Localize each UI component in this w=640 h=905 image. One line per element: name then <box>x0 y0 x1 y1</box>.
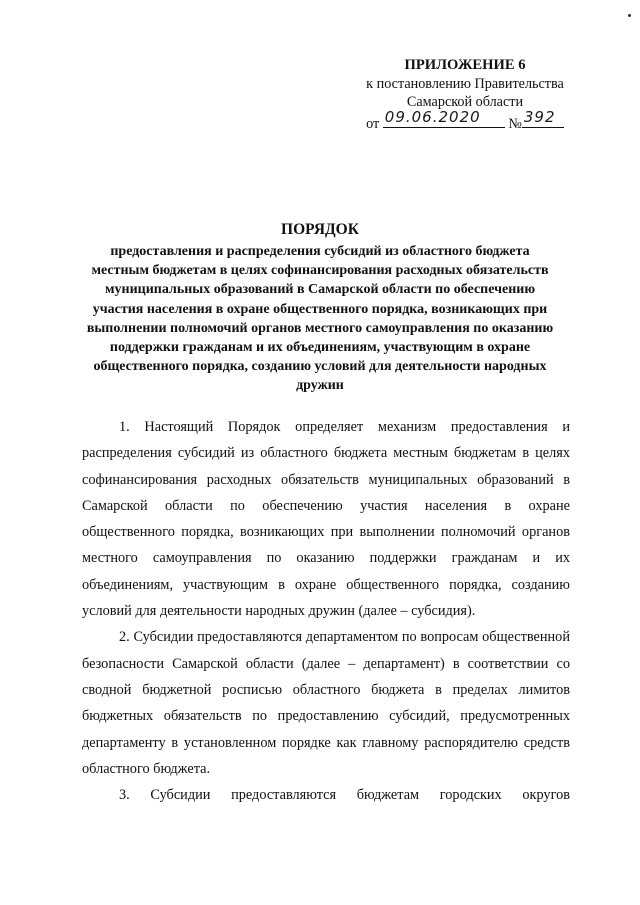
appendix-line-2: Самарской области <box>406 94 524 110</box>
date-prefix: от <box>366 115 380 132</box>
appendix-date-line <box>330 107 600 134</box>
document-title: ПОРЯДОК <box>281 221 359 238</box>
paragraph-2: 2. Субсидии предоставляются департаментом по вопросам общественной безопасности Самарской области (далее – департамент) в соответствии со сводной бюджетной росписью областного бюджета в пределах лимитов бюджетных обязательств по предоставлению субсидий, предусмотренных департаменту в установленном порядке как главному распорядителю средств областного бюджета. <box>82 629 570 777</box>
appendix-title: ПРИЛОЖЕНИЕ 6 <box>404 57 526 73</box>
paragraph-1: 1. Настоящий Порядок определяет механизм предоставления и распределения субсидий из областного бюджета местным бюджетам в целях софинансирования расходных обязательств муниципальных образований в Самарской области по обеспечению участия населения в охране общественного порядка, возникающих при выполнении полномочий органов местного самоуправления по оказанию поддержки гражданам и их объединениям, участвующим в охране общественного порядка, созданию условий для деятельности народных дружин (далее – субсидия). <box>82 419 570 620</box>
scan-speck <box>628 14 631 17</box>
document-body <box>82 414 570 808</box>
number-field <box>522 107 564 128</box>
document-subtitle: предоставления и распределения субсидий из областного бюджета местным бюджетам в целях софинансирования расходных обязательств муниципальных образований в Самарской области по обеспечению участия населения в охране общественного порядка, возникающих при выполнении полномочий органов местного самоуправления по оказанию поддержки гражданам и их объединениям, участвующим в охране общественного порядка, созданию условий для деятельности народных дружин <box>86 244 554 394</box>
date-field <box>383 107 505 128</box>
appendix-header <box>330 56 600 133</box>
number-prefix: № <box>508 115 522 132</box>
document-title-block <box>82 220 558 396</box>
paragraph-3: 3. Субсидии предоставляются бюджетам городских округов <box>119 787 570 804</box>
handwritten-number: 392 <box>523 107 556 126</box>
handwritten-date: 09.06.2020 <box>384 107 481 126</box>
appendix-line-1: к постановлению Правительства <box>366 75 564 92</box>
